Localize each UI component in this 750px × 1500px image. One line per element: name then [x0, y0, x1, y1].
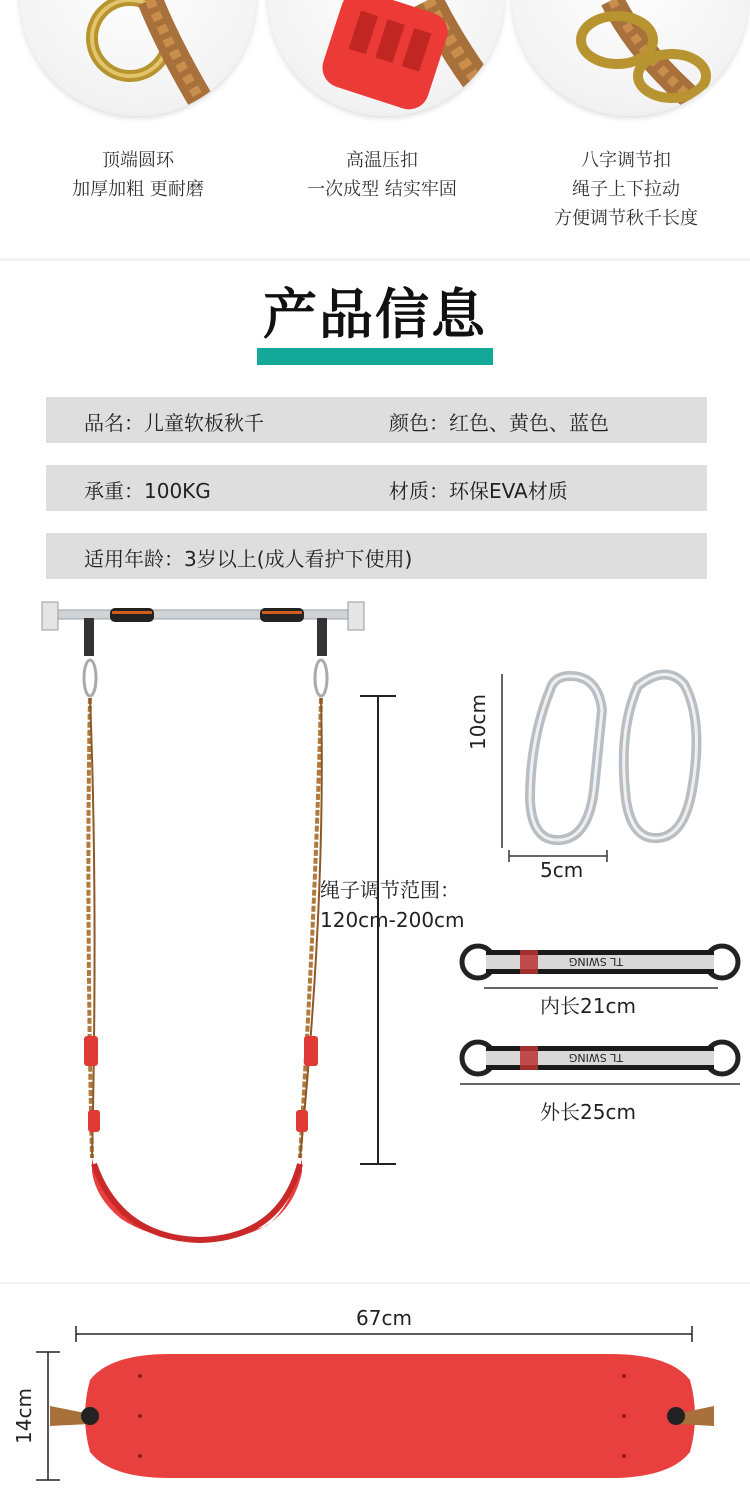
section-divider: [0, 258, 750, 261]
strap-inner-image: [456, 938, 746, 994]
section-divider: [0, 1282, 750, 1284]
rope-range-value: 120cm-200cm: [320, 908, 465, 932]
feature-title: 高温压扣: [346, 150, 418, 171]
seat-width-label: 67cm: [356, 1306, 412, 1330]
info-row-2: [46, 465, 707, 511]
ring-icon: [20, 0, 256, 116]
feature-desc: 方便调节秋千长度: [554, 208, 698, 229]
strap-print-text: TL SWING: [568, 1051, 624, 1064]
product-colors: 颜色：红色、黄色、蓝色: [389, 411, 609, 435]
title-underline: [257, 348, 493, 365]
seat-height-label: 14cm: [12, 1388, 36, 1444]
feature-title: 顶端圆环: [102, 150, 174, 171]
feature-caption-buckle: [508, 146, 744, 233]
feature-desc: 一次成型 结实牢固: [307, 179, 457, 200]
carabiner-width-label: 5cm: [540, 858, 584, 882]
feature-title: 八字调节扣: [581, 150, 671, 171]
feature-caption-clamp: [264, 146, 500, 204]
product-age: 适用年龄：3岁以上(成人看护下使用): [84, 547, 413, 571]
rope-range-label: 绳子调节范围：: [320, 878, 460, 902]
seat-top-view: [50, 1350, 714, 1482]
seat-width-dimension: [72, 1326, 696, 1342]
feature-desc: 绳子上下拉动: [572, 179, 680, 200]
strap-outer-label: 外长25cm: [540, 1100, 636, 1124]
info-row-3: [46, 533, 707, 579]
feature-image-ring: [20, 0, 256, 116]
strap-print-text: TL SWING: [568, 955, 624, 968]
feature-desc: 加厚加粗 更耐磨: [72, 179, 204, 200]
product-name: 品名：儿童软板秋千: [84, 411, 264, 435]
product-material: 材质：环保EVA材质: [389, 479, 568, 503]
feature-image-clamp: [268, 0, 504, 116]
feature-caption-ring: [20, 146, 256, 204]
feature-image-buckle: [512, 0, 748, 116]
section-title: 产品信息: [263, 283, 487, 346]
strap-outer-image: [456, 1034, 746, 1090]
strap-inner-label: 内长21cm: [540, 994, 636, 1018]
info-row-1: [46, 397, 707, 443]
figure-eight-buckle-icon: [512, 0, 748, 116]
clamp-icon: [268, 0, 504, 116]
carabiner-image: [470, 660, 740, 860]
carabiner-height-label: 10cm: [466, 694, 490, 750]
product-load: 承重：100KG: [84, 479, 211, 503]
